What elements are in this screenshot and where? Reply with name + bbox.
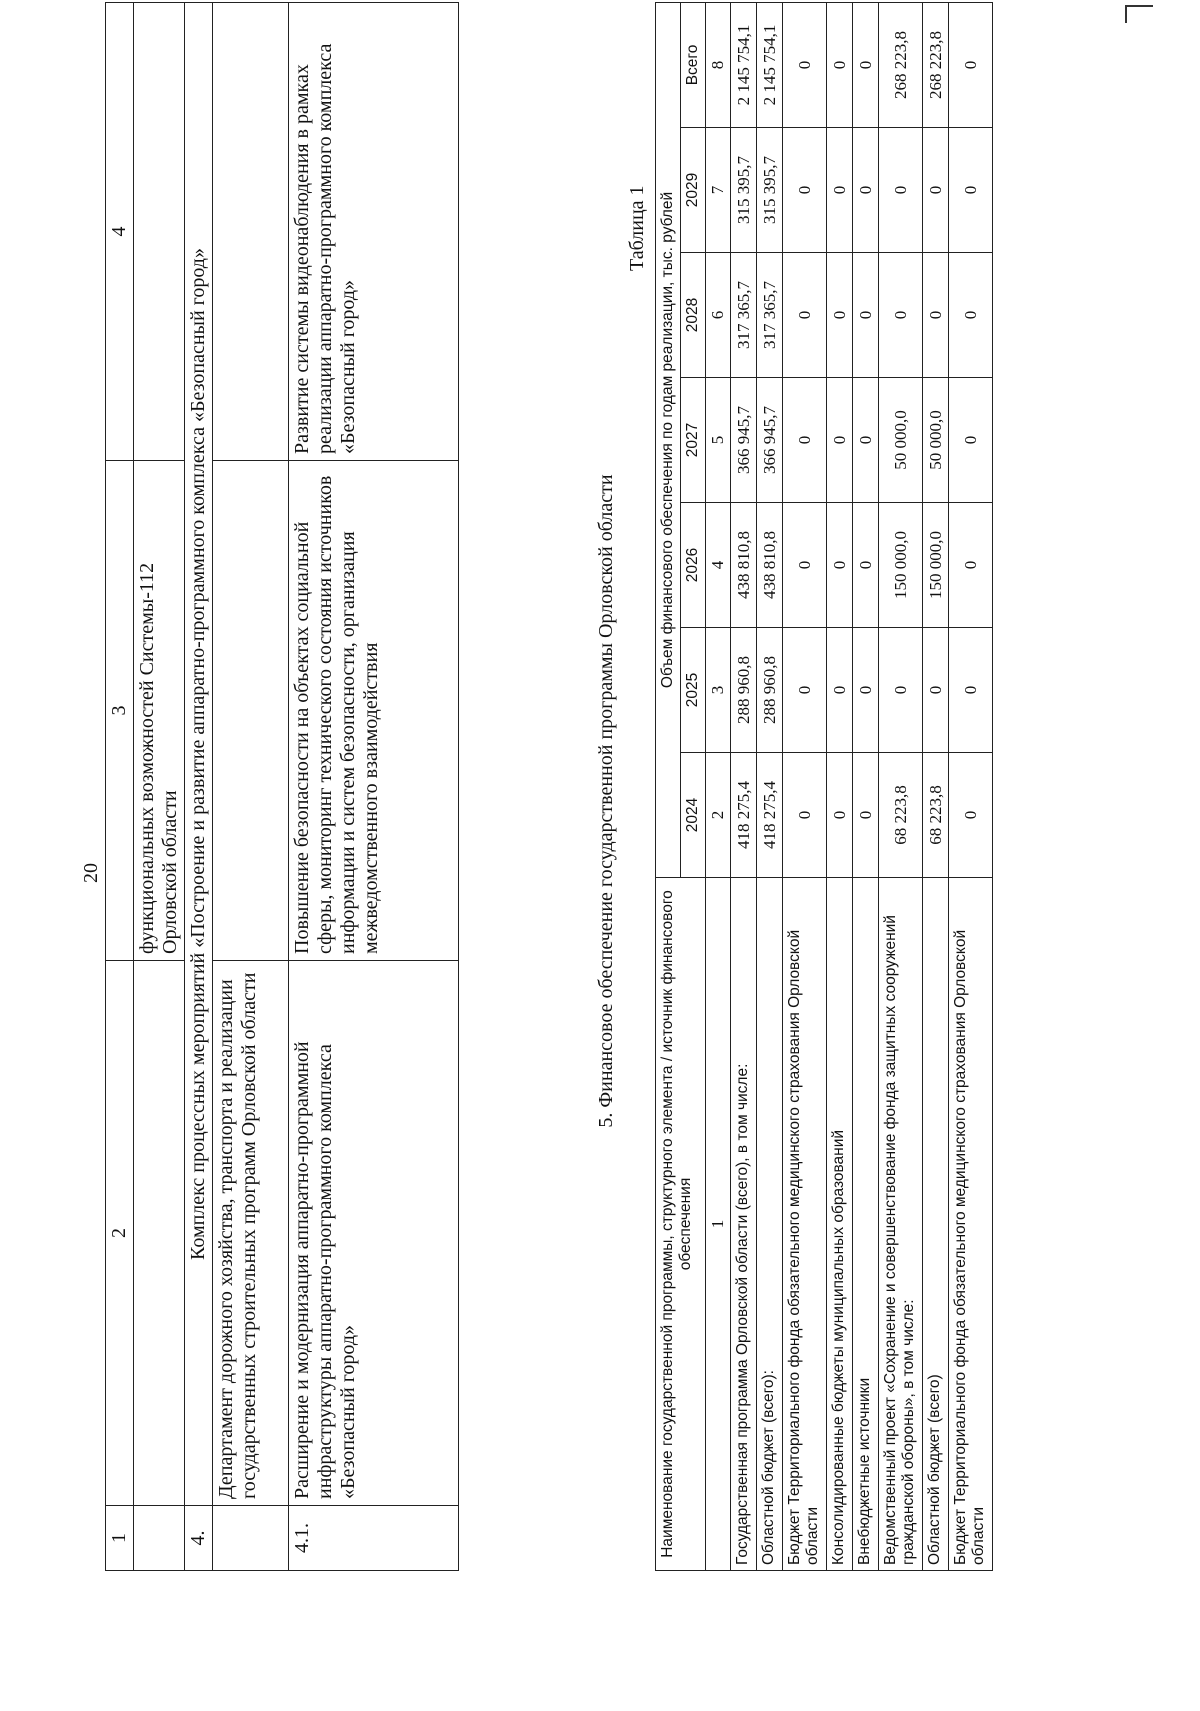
year-value: 0 (783, 253, 827, 378)
year-value: 0 (827, 253, 853, 378)
year-value: 0 (853, 128, 879, 253)
measure-result: Повышение безопасности на объектах социальной сферы, мониторинг технического состояния источников информации и систем безопасности, организация межведомственного взаимодействия (289, 461, 459, 961)
row-number (213, 1506, 289, 1571)
finance-row (783, 2, 827, 1570)
column-index: 5 (706, 378, 731, 503)
column-index-row (706, 2, 731, 1570)
year-value: 0 (879, 628, 923, 753)
year-value: 150 000,0 (923, 503, 949, 628)
total-value: 268 223,8 (923, 2, 949, 127)
year-value: 0 (783, 628, 827, 753)
table-section-row (185, 3, 213, 1571)
year-value: 0 (923, 628, 949, 753)
column-number: 2 (106, 961, 134, 1506)
table-header-row (656, 2, 681, 1570)
name-header: Наименование государственной программы, структурного элемента / источник финансового обеспечения (656, 878, 706, 1571)
year-value: 315 395,7 (731, 128, 757, 253)
source-name: Государственная программа Орловской области (всего), в том числе: (731, 878, 757, 1571)
year-value: 0 (853, 503, 879, 628)
measure-result: функциональных возможностей Системы-112 Орловской области (134, 461, 185, 961)
column-index: 1 (706, 878, 731, 1571)
year-value: 0 (949, 378, 993, 503)
total-value: 0 (949, 2, 993, 127)
source-name: Ведомственный проект «Сохранение и совершенствование фонда защитных сооружений гражданской обороны», в том числе: (879, 878, 923, 1571)
finance-row (879, 2, 923, 1570)
finance-row (827, 2, 853, 1570)
year-value: 0 (783, 503, 827, 628)
total-value: 268 223,8 (879, 2, 923, 127)
year-value: 288 960,8 (731, 628, 757, 753)
measure-link: Развитие системы видеонаблюдения в рамках реализации аппаратно-программного комплекса «Безопасный город» (289, 3, 459, 461)
year-value: 0 (783, 378, 827, 503)
responsible-department: Департамент дорожного хозяйства, транспорта и реализации государственных строительных программ Орловской области (213, 961, 289, 1506)
year-value: 317 365,7 (757, 253, 783, 378)
source-name: Бюджет Территориального фонда обязательного медицинского страхования Орловской области (783, 878, 827, 1571)
total-value: 0 (827, 2, 853, 127)
source-name: Областной бюджет (всего): (757, 878, 783, 1571)
total-value: 0 (783, 2, 827, 127)
section-heading: Комплекс процессных мероприятий «Построение и развитие аппаратно-программного комплекса «Безопасный город» (185, 3, 213, 1506)
column-number: 4 (106, 3, 134, 461)
year-value: 418 275,4 (757, 753, 783, 878)
year-value: 0 (949, 253, 993, 378)
year-value: 315 395,7 (757, 128, 783, 253)
total-value: 2 145 754,1 (731, 2, 757, 127)
year-value: 317 365,7 (731, 253, 757, 378)
column-number: 3 (106, 461, 134, 961)
total-value: 0 (853, 2, 879, 127)
year-header: 2024 (681, 753, 706, 878)
year-header: 2027 (681, 378, 706, 503)
year-value: 0 (923, 128, 949, 253)
year-header: 2028 (681, 253, 706, 378)
year-value: 50 000,0 (879, 378, 923, 503)
source-name: Внебюджетные источники (853, 878, 879, 1571)
year-value: 0 (827, 503, 853, 628)
row-number (134, 1506, 185, 1571)
volume-header: Объем финансового обеспечения по годам реализации, тыс. рублей (656, 2, 681, 877)
year-value: 366 945,7 (731, 378, 757, 503)
year-value: 0 (879, 128, 923, 253)
year-value: 0 (827, 628, 853, 753)
year-header: 2026 (681, 503, 706, 628)
column-index: 6 (706, 253, 731, 378)
section-title: 5. Финансовое обеспечение государственной программы Орловской области (595, 474, 617, 1128)
measure-result (213, 461, 289, 961)
column-index: 3 (706, 628, 731, 753)
table-caption: Таблица 1 (626, 185, 648, 271)
year-value: 0 (949, 628, 993, 753)
year-value: 0 (949, 753, 993, 878)
page-number: 20 (80, 863, 102, 883)
year-value: 0 (949, 128, 993, 253)
year-value: 150 000,0 (879, 503, 923, 628)
row-number: 4. (185, 1506, 213, 1571)
measure-name (134, 961, 185, 1506)
measures-table (105, 2, 459, 1571)
year-value: 0 (949, 503, 993, 628)
measure-link (213, 3, 289, 461)
corner-mark (1125, 5, 1153, 7)
measure-name: Расширение и модернизация аппаратно-программной инфраструктуры аппаратно-программного комплекса «Безопасный город» (289, 961, 459, 1506)
finance-row (949, 2, 993, 1570)
year-value: 0 (827, 378, 853, 503)
measure-link (134, 3, 185, 461)
column-index: 4 (706, 503, 731, 628)
year-value: 68 223,8 (879, 753, 923, 878)
year-value: 0 (853, 378, 879, 503)
column-number: 1 (106, 1506, 134, 1571)
finance-row (853, 2, 879, 1570)
table-header-row (106, 3, 134, 1571)
year-value: 288 960,8 (757, 628, 783, 753)
finance-row (757, 2, 783, 1570)
year-header: 2025 (681, 628, 706, 753)
year-value: 0 (827, 128, 853, 253)
row-number: 4.1. (289, 1506, 459, 1571)
year-value: 366 945,7 (757, 378, 783, 503)
column-index: 7 (706, 128, 731, 253)
year-value: 0 (853, 253, 879, 378)
year-value: 68 223,8 (923, 753, 949, 878)
finance-row (731, 2, 757, 1570)
corner-mark (1125, 5, 1127, 23)
year-value: 0 (827, 753, 853, 878)
year-value: 438 810,8 (731, 503, 757, 628)
source-name: Бюджет Территориального фонда обязательного медицинского страхования Орловской области (949, 878, 993, 1571)
finance-row (923, 2, 949, 1570)
year-header: 2029 (681, 128, 706, 253)
table-row (289, 3, 459, 1571)
year-value: 418 275,4 (731, 753, 757, 878)
total-value: 2 145 754,1 (757, 2, 783, 127)
year-value: 0 (853, 628, 879, 753)
table-row (134, 3, 185, 1571)
table-row (213, 3, 289, 1571)
year-value: 0 (923, 253, 949, 378)
year-value: 50 000,0 (923, 378, 949, 503)
year-value: 0 (853, 753, 879, 878)
finance-table-body (731, 2, 993, 1570)
source-name: Областной бюджет (всего) (923, 878, 949, 1571)
year-value: 0 (783, 753, 827, 878)
column-index: 8 (706, 2, 731, 127)
finance-table (655, 2, 993, 1571)
year-value: 0 (783, 128, 827, 253)
total-header: Всего (681, 2, 706, 127)
source-name: Консолидированные бюджеты муниципальных образований (827, 878, 853, 1571)
year-value: 438 810,8 (757, 503, 783, 628)
year-value: 0 (879, 253, 923, 378)
column-index: 2 (706, 753, 731, 878)
